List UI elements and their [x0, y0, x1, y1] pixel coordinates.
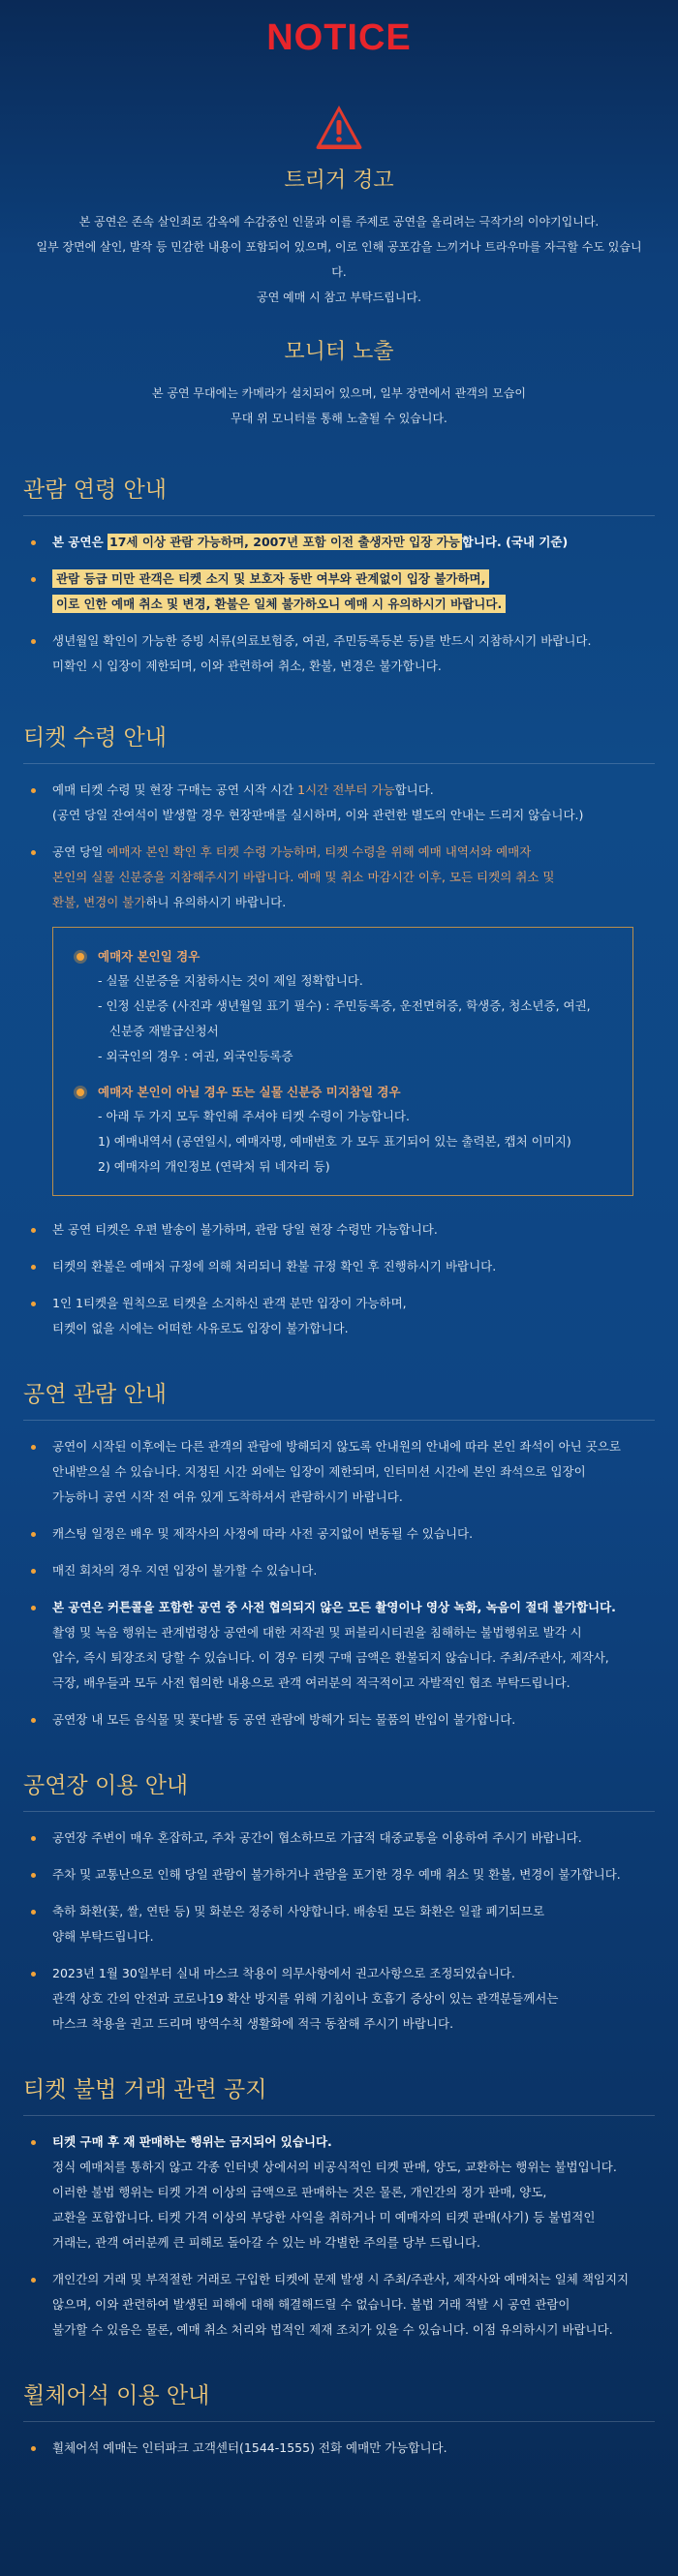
list-item-text: 미확인 시 입장이 제한되며, 이와 관련하여 취소, 환불, 변경은 불가합니다. — [52, 659, 442, 673]
box-line: - 외국인의 경우 : 여권, 외국인등록증 — [98, 1049, 293, 1063]
list-item-text: 생년월일 확인이 가능한 증빙 서류(의료보험증, 여권, 주민등록등본 등)를 반드시 지참하시기 바랍니다. — [52, 633, 592, 648]
illegal-trade-section-title: 티켓 불법 거래 관련 공지 — [23, 2071, 655, 2116]
list-item-text: 압수, 즉시 퇴장조치 당할 수 있습니다. 이 경우 티켓 구매 금액은 환불되지 않습니다. 주최/주관사, 제작사, — [52, 1650, 609, 1665]
monitor-exposure-title: 모니터 노출 — [284, 340, 394, 364]
trigger-warning-title: 트리거 경고 — [284, 169, 394, 193]
trigger-warning-line: 일부 장면에 살인, 발작 등 민감한 내용이 포함되어 있으며, 이로 인해 공포감을 느끼거나 트라우마를 자극할 수도 있습니다. — [36, 240, 642, 279]
list-item — [23, 1595, 655, 1696]
list-item-text: 휠체어석 예매는 인터파크 고객센터(1544-1555) 전화 예매만 가능합니다. — [52, 2440, 447, 2455]
list-item-text: 관객 상호 간의 안전과 코로나19 확산 방지를 위해 기침이나 호흡기 증상이 있는 관객분들께서는 — [52, 1991, 559, 2006]
list-item-text: 주차 및 교통난으로 인해 당일 관람이 불가하거나 관람을 포기한 경우 예매 취소 및 환불, 변경이 불가합니다. — [52, 1867, 621, 1882]
age-restriction-highlight: 관람 등급 미만 관객은 티켓 소지 및 보호자 동반 여부와 관계없이 입장 불가하며, — [52, 569, 489, 588]
list-item-text: 티켓이 없을 시에는 어떠한 사유로도 입장이 불가합니다. — [52, 1321, 349, 1335]
list-item-text: 공연장 내 모든 음식물 및 꽃다발 등 공연 관람에 방해가 되는 물품의 반입이 불가합니다. — [52, 1712, 516, 1727]
box-line: - 실물 신분증을 지참하시는 것이 제일 정확합니다. — [98, 973, 363, 988]
box-line: 1) 예매내역서 (공연일시, 예매자명, 예매번호 가 모두 표기되어 있는 출력본, 캡처 이미지) — [98, 1134, 571, 1149]
monitor-exposure-line: 무대 위 모니터를 통해 노출될 수 있습니다. — [231, 412, 447, 425]
id-check-highlight: 본인의 실물 신분증을 지참해주시기 바랍니다. 예매 및 취소 마감시간 이후, 모든 티켓의 취소 및 — [52, 870, 555, 884]
age-section-title: 관람 연령 안내 — [23, 472, 655, 516]
age-limit-highlight: 17세 이상 관람 가능하며, 2007년 포함 이전 출생자만 입장 가능 — [109, 535, 460, 549]
list-item — [23, 1558, 655, 1583]
list-item-text: 2023년 1월 30일부터 실내 마스크 착용이 의무사항에서 권고사항으로 조정되었습니다. — [52, 1966, 515, 1980]
box-heading: 예매자 본인일 경우 — [98, 949, 200, 964]
list-item-text: 촬영 및 녹음 행위는 관계법령상 공연에 대한 저작권 및 퍼블리시티권을 침해하는 불법행위로 발각 시 — [52, 1625, 582, 1640]
list-item — [23, 1707, 655, 1733]
list-item-text: 않으며, 이와 관련하여 발생된 피해에 대해 해결해드릴 수 없습니다. 불법 거래 적발 시 공연 관람이 — [52, 2297, 570, 2312]
list-item — [23, 629, 655, 679]
notice-title: NOTICE — [266, 17, 412, 58]
list-item — [23, 2267, 655, 2343]
venue-section-title: 공연장 이용 안내 — [23, 1767, 655, 1812]
list-item-text: 공연 당일 — [52, 844, 108, 859]
ticket-section — [0, 720, 678, 1341]
list-item-text: 가능하니 공연 시작 전 여유 있게 도착하셔서 관람하시기 바랍니다. — [52, 1489, 403, 1504]
venue-section — [0, 1767, 678, 2037]
list-item — [23, 530, 655, 555]
list-item-text: 마스크 착용을 권고 드리며 방역수칙 생활화에 적극 동참해 주시기 바랍니다. — [52, 2016, 454, 2031]
wheelchair-section — [0, 2377, 678, 2461]
age-section — [0, 472, 678, 679]
list-item — [23, 1899, 655, 1949]
list-item — [23, 1961, 655, 2037]
monitor-exposure-block — [0, 335, 678, 431]
list-item — [23, 2130, 655, 2255]
list-item — [23, 1291, 655, 1341]
list-item-text: 공연이 시작된 이후에는 다른 관객의 관람에 방해되지 않도록 안내원의 안내에 따라 본인 좌석이 아닌 곳으로 — [52, 1439, 621, 1454]
trigger-warning-block — [0, 164, 678, 310]
list-item-text: 극장, 배우들과 모두 사전 협의한 내용으로 관객 여러분의 적극적이고 자발적인 협조 부탁드립니다. — [52, 1675, 570, 1690]
trigger-warning-line: 공연 예매 시 참고 부탁드립니다. — [257, 291, 421, 304]
box-line: 2) 예매자의 개인정보 (연락처 뒤 네자리 등) — [98, 1159, 330, 1174]
age-note-text: 본 공연은 — [52, 535, 108, 549]
id-check-highlight: 예매자 본인 확인 후 티켓 수령 가능하며, 티켓 수령을 위해 예매 내역서와 예매자 — [107, 844, 532, 859]
list-item — [23, 567, 655, 617]
box-line: 신분증 재발급신청서 — [109, 1024, 219, 1038]
list-item — [23, 1254, 655, 1279]
list-item-text: 캐스팅 일정은 배우 및 제작사의 사정에 따라 사전 공지없이 변동될 수 있습니다. — [52, 1526, 474, 1541]
list-item-text: 1인 1티켓을 원칙으로 티켓을 소지하신 관객 분만 입장이 가능하며, — [52, 1296, 407, 1310]
list-item — [23, 1825, 655, 1851]
list-item-text: 개인간의 거래 및 부적절한 거래로 구입한 티켓에 문제 발생 시 주최/주관사, 제작사와 예매처는 일체 책임지지 — [52, 2272, 630, 2286]
age-restriction-highlight: 이로 인한 예매 취소 및 변경, 환불은 일체 불가하오니 예매 시 유의하시기 바랍니다. — [52, 595, 506, 613]
list-item — [23, 840, 655, 915]
box-line: - 인정 신분증 (사진과 생년월일 표기 필수) : 주민등록증, 운전면허증, 학생증, 청소년증, 여권, — [98, 998, 591, 1013]
box-line: - 아래 두 가지 모두 확인해 주셔야 티켓 수령이 가능합니다. — [98, 1109, 410, 1123]
list-item-text: 축하 화환(꽃, 쌀, 연탄 등) 및 화분은 정중히 사양합니다. 배송된 모든 화환은 일괄 폐기되므로 — [52, 1904, 545, 1918]
id-check-highlight: 환불, 변경이 불가 — [52, 895, 146, 909]
viewing-section — [0, 1376, 678, 1733]
list-item-text: 정식 예매처를 통하지 않고 각종 인터넷 상에서의 비공식적인 티켓 판매, 양도, 교환하는 행위는 불법입니다. — [52, 2160, 617, 2174]
wheelchair-section-title: 휠체어석 이용 안내 — [23, 2377, 655, 2422]
trigger-warning-line: 본 공연은 존속 살인죄로 감옥에 수감중인 인물과 이를 주제로 공연을 올리려는 극작가의 이야기입니다. — [78, 215, 600, 229]
list-item — [23, 1434, 655, 1510]
ticket-section-title: 티켓 수령 안내 — [23, 720, 655, 764]
list-item — [23, 1862, 655, 1887]
illegal-trade-section — [0, 2071, 678, 2343]
resale-ban-notice: 티켓 구매 후 재 판매하는 행위는 금지되어 있습니다. — [52, 2134, 332, 2149]
no-recording-notice: 본 공연은 커튼콜을 포함한 공연 중 사전 협의되지 않은 모든 촬영이나 영상 녹화, 녹음이 절대 불가합니다. — [52, 1600, 616, 1614]
list-item — [23, 1521, 655, 1547]
list-item — [23, 1217, 655, 1242]
id-requirements-box — [52, 927, 633, 1196]
list-item — [23, 2436, 655, 2461]
viewing-section-title: 공연 관람 안내 — [23, 1376, 655, 1421]
list-item-text: (공연 당일 잔여석이 발생할 경우 현장판매를 실시하며, 이와 관련한 별도의 안내는 드리지 않습니다.) — [52, 808, 584, 822]
list-item-text: 예매 티켓 수령 및 현장 구매는 공연 시작 시간 — [52, 782, 298, 797]
box-heading: 예매자 본인이 아닐 경우 또는 실물 신분증 미지참일 경우 — [98, 1085, 401, 1099]
monitor-exposure-line: 본 공연 무대에는 카메라가 설치되어 있으며, 일부 장면에서 관객의 모습이 — [152, 386, 526, 400]
list-item-text: 양해 부탁드립니다. — [52, 1929, 154, 1944]
list-item-text: 안내받으실 수 있습니다. 지정된 시간 외에는 입장이 제한되며, 인터미션 시간에 본인 좌석으로 입장이 — [52, 1464, 586, 1479]
list-item — [23, 778, 655, 828]
list-item-text: 매진 회차의 경우 지연 입장이 불가할 수 있습니다. — [52, 1563, 318, 1578]
list-item-text: 불가할 수 있음은 물론, 예매 취소 처리와 법적인 제재 조치가 있을 수 있습니다. 이점 유의하시기 바랍니다. — [52, 2322, 613, 2337]
list-item-text: 거래는, 관객 여러분께 큰 피해로 돌아갈 수 있는 바 각별한 주의를 당부 드립니다. — [52, 2235, 481, 2250]
age-note-text: 합니다. (국내 기준) — [461, 535, 569, 549]
list-item-text: 교환을 포함합니다. 티켓 가격 이상의 부당한 사익을 취하거나 미 예매자의 티켓 판매(사기) 등 불법적인 — [52, 2210, 596, 2224]
list-item-text: 공연장 주변이 매우 혼잡하고, 주차 공간이 협소하므로 가급적 대중교통을 이용하여 주시기 바랍니다. — [52, 1830, 582, 1845]
list-item-text: 본 공연 티켓은 우편 발송이 불가하며, 관람 당일 현장 수령만 가능합니다. — [52, 1222, 438, 1237]
box-item — [75, 945, 611, 1069]
list-item-text: 합니다. — [394, 782, 434, 797]
pickup-time-highlight: 1시간 전부터 가능 — [297, 782, 395, 797]
warning-triangle-icon — [312, 100, 366, 154]
list-item-text: 이러한 불법 행위는 티켓 가격 이상의 금액으로 판매하는 것은 물론, 개인간의 정가 판매, 양도, — [52, 2185, 547, 2199]
list-item-text: 티켓의 환불은 예매처 규정에 의해 처리되니 환불 규정 확인 후 진행하시기 바랍니다. — [52, 1259, 497, 1273]
box-item — [75, 1081, 611, 1180]
list-item-text: 하니 유의하시기 바랍니다. — [145, 895, 287, 909]
